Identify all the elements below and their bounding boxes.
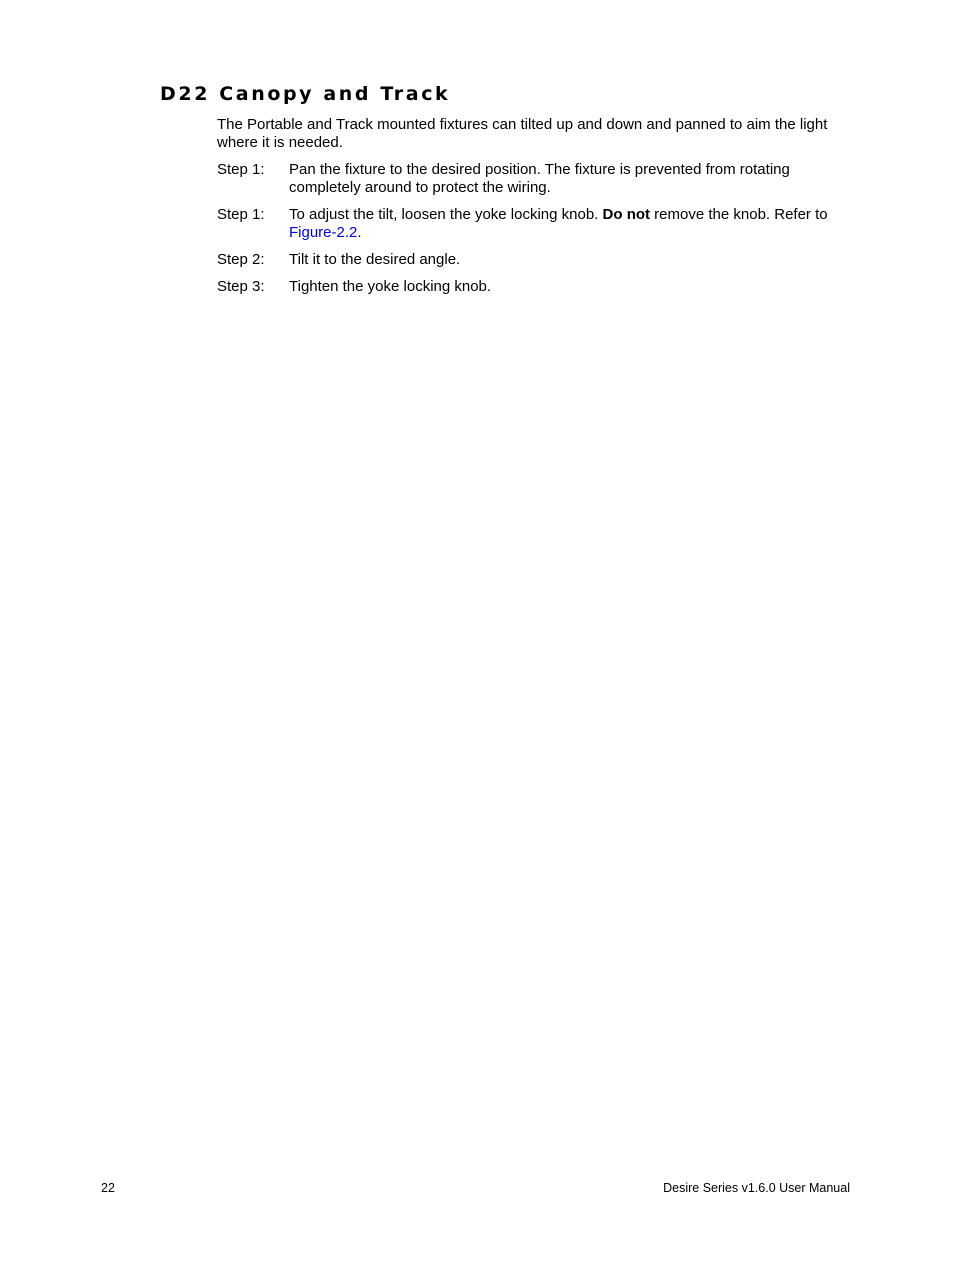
step-text-part: To adjust the tilt, loosen the yoke locking knob. xyxy=(289,206,603,223)
step-text-part: . xyxy=(357,224,362,241)
page-number: 22 xyxy=(101,1181,115,1195)
step-item xyxy=(217,206,842,242)
steps-list xyxy=(217,161,842,305)
step-item xyxy=(217,251,842,269)
step-emphasis: Do not xyxy=(602,206,651,223)
step-text: Tilt it to the desired angle. xyxy=(289,251,461,268)
step-label: Step 1: xyxy=(217,206,265,223)
step-label: Step 3: xyxy=(217,278,265,295)
footer-document-title: Desire Series v1.6.0 User Manual xyxy=(663,1181,850,1195)
step-label: Step 1: xyxy=(217,161,265,178)
intro-paragraph: The Portable and Track mounted fixtures can tilted up and down and panned to aim the light where it is needed. xyxy=(217,116,828,151)
step-text xyxy=(289,206,842,242)
step-text: Tighten the yoke locking knob. xyxy=(289,278,492,295)
step-item xyxy=(217,161,842,197)
step-item xyxy=(217,278,842,296)
figure-2-2-link[interactable]: Figure-2.2 xyxy=(289,224,358,241)
step-label: Step 2: xyxy=(217,251,265,268)
section-title: D22 Canopy and Track xyxy=(160,83,451,105)
step-text: Pan the fixture to the desired position. The fixture is prevented from rotating completely around to protect the wiring. xyxy=(289,161,790,196)
step-text-part: remove the knob. Refer to xyxy=(650,206,828,223)
